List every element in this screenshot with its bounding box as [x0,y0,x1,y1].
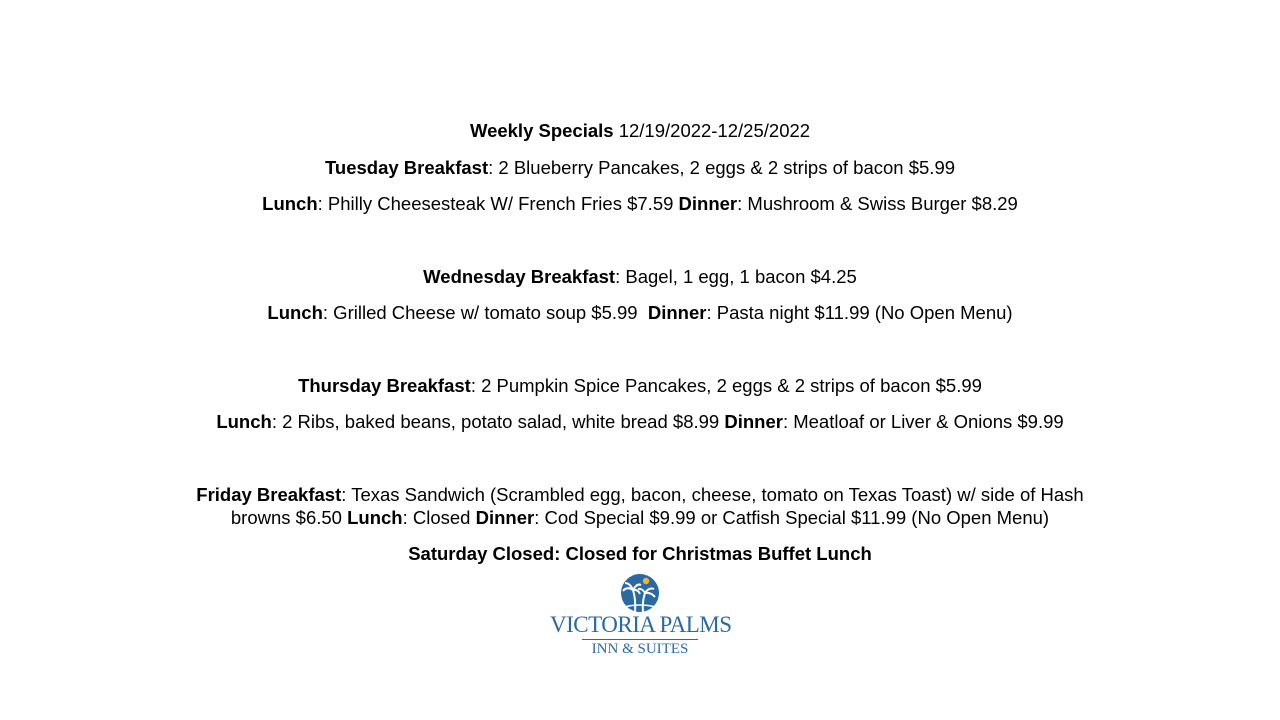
heading-title: Weekly Specials [469,120,614,141]
heading-dates: 12/19/2022-12/25/2022 [618,120,811,141]
tuesday-breakfast-text: : 2 Blueberry Pancakes, 2 eggs & 2 strips of bacon $5.99 [488,157,956,178]
friday-dinner-label: Dinner [475,507,535,528]
thursday-dinner-label: Dinner [724,411,783,432]
tuesday-lunch-label: Lunch [262,193,318,214]
saturday-line [0,542,1280,565]
wednesday-lunch-dinner-line [0,301,1280,324]
wednesday-breakfast-line [0,265,1280,288]
friday-block [180,483,1100,529]
friday-breakfast-text: : Texas Sandwich (Scrambled egg, bacon, cheese, tomato on Texas Toast) w/ side of Hash browns $6.50 [230,484,1084,528]
friday-lunch-label: Lunch [347,507,403,528]
thursday-lunch-label: Lunch [216,411,272,432]
wednesday-dinner-text: : Pasta night $11.99 (No Open Menu) [706,302,1013,323]
saturday-text: Saturday Closed: Closed for Christmas Buffet Lunch [408,543,872,564]
thursday-lunch-dinner-line [0,410,1280,433]
logo-subtitle: INN & SUITES [591,641,689,657]
wednesday-label: Wednesday Breakfast [423,266,616,287]
thursday-breakfast-line [0,374,1280,397]
thursday-breakfast-text: : 2 Pumpkin Spice Pancakes, 2 eggs & 2 strips of bacon $5.99 [470,375,982,396]
wednesday-lunch-text: : Grilled Cheese w/ tomato soup $5.99 [322,302,648,323]
thursday-label: Thursday Breakfast [298,375,471,396]
wednesday-breakfast-text: : Bagel, 1 egg, 1 bacon $4.25 [615,266,857,287]
weekly-specials-heading [0,119,1280,142]
friday-lunch-text: : Closed [402,507,476,528]
tuesday-breakfast-line [0,156,1280,179]
logo-name: VICTORIA PALMS [550,612,732,637]
tuesday-dinner-label: Dinner [678,193,738,214]
wednesday-dinner-label: Dinner [647,302,707,323]
tuesday-dinner-text: : Mushroom & Swiss Burger $8.29 [737,193,1018,214]
victoria-palms-logo [550,572,730,664]
friday-label: Friday Breakfast [196,484,342,505]
tuesday-label: Tuesday Breakfast [324,157,489,178]
tuesday-lunch-dinner-line [0,192,1280,215]
thursday-lunch-text: : 2 Ribs, baked beans, potato salad, white bread $8.99 [271,411,725,432]
palm-trees-icon [618,572,662,614]
friday-dinner-text: : Cod Special $9.99 or Catfish Special $11.99 (No Open Menu) [534,507,1050,528]
thursday-dinner-text: : Meatloaf or Liver & Onions $9.99 [782,411,1064,432]
wednesday-lunch-label: Lunch [267,302,323,323]
tuesday-lunch-text: : Philly Cheesesteak W/ French Fries $7.59 [317,193,679,214]
